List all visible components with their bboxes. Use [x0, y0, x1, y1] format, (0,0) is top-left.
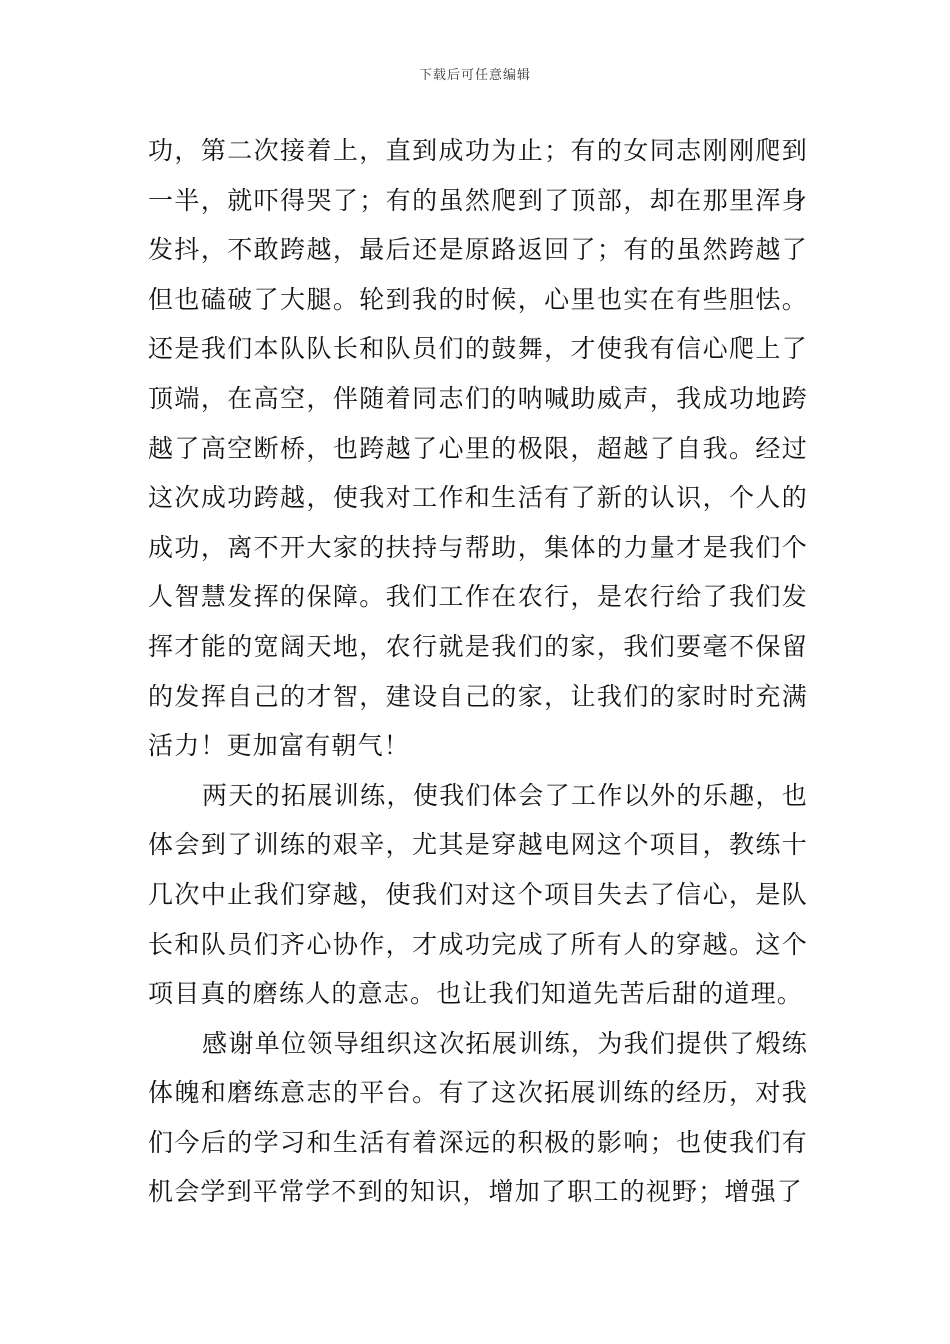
document-body [148, 126, 808, 1217]
paragraph-2: 两天的拓展训练，使我们体会了工作以外的乐趣，也体会到了训练的艰辛，尤其是穿越电网这个项目，教练十几次中止我们穿越，使我们对这个项目失去了信心，是队长和队员们齐心协作，才成功完成了所有人的穿越。这个项目真的磨练人的意志。也让我们知道先苦后甜的道理。 [148, 780, 808, 1009]
paragraph-1: 功，第二次接着上，直到成功为止；有的女同志刚刚爬到一半，就吓得哭了；有的虽然爬到了顶部，却在那里浑身发抖，不敢跨越，最后还是原路返回了；有的虽然跨越了但也磕破了大腿。轮到我的时候，心里也实在有些胆怯。还是我们本队队长和队员们的鼓舞，才使我有信心爬上了顶端，在高空，伴随着同志们的呐喊助威声，我成功地跨越了高空断桥，也跨越了心里的极限，超越了自我。经过这次成功跨越，使我对工作和生活有了新的认识，个人的成功，离不开大家的扶持与帮助，集体的力量才是我们个人智慧发挥的保障。我们工作在农行，是农行给了我们发挥才能的宽阔天地，农行就是我们的家，我们要毫不保留的发挥自己的才智，建设自己的家，让我们的家时时充满活力！更加富有朝气！ [148, 136, 808, 761]
paragraph-3: 感谢单位领导组织这次拓展训练，为我们提供了煅练体魄和磨练意志的平台。有了这次拓展训练的经历，对我们今后的学习和生活有着深远的积极的影响；也使我们有机会学到平常学不到的知识，增加了职工的视野；增强了 [148, 1028, 808, 1207]
page-header: 下载后可任意编辑 [418, 68, 531, 83]
